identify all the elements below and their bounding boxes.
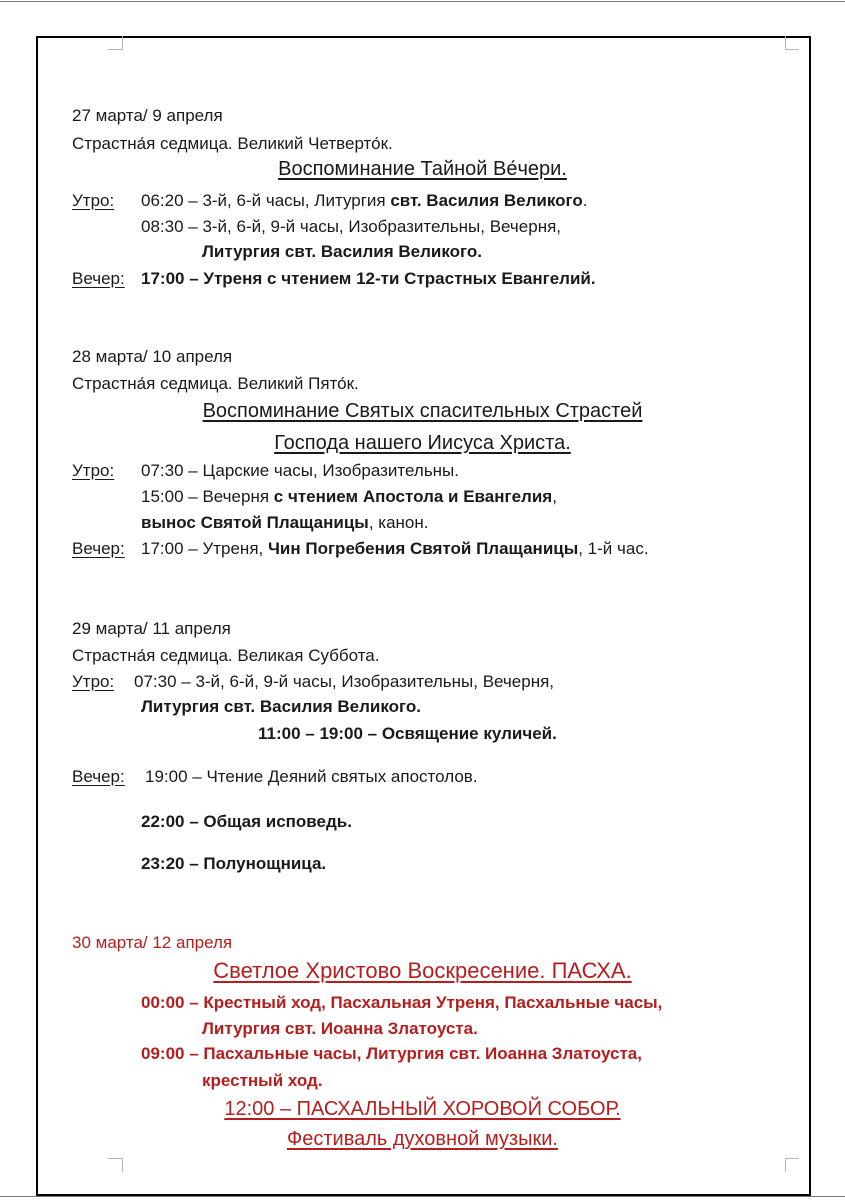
section-1-morning-line-2: 08:30 – 3-й, 6-й, 9-й часы, Изобразительны, Вечерня,	[141, 217, 562, 236]
section-1-date: 27 марта/ 9 апреля	[72, 106, 223, 125]
page-bottom-rule	[0, 1196, 845, 1197]
section-3-morning-label: Утро:	[72, 672, 115, 691]
crop-mark	[122, 36, 123, 50]
section-2-heading-1: Воспоминание Святых спасительных Страстей	[202, 400, 643, 422]
section-4-line-5: 12:00 – ПАСХАЛЬНЫЙ ХОРОВОЙ СОБОР.	[224, 1098, 621, 1120]
crop-mark	[785, 1158, 799, 1159]
section-3-evening-line-3: 23:20 – Полунощница.	[141, 854, 327, 873]
section-4-line-1: 00:00 – Крестный ход, Пасхальная Утреня, Пасхальные часы,	[141, 993, 663, 1012]
section-3-morning-line-3: 11:00 – 19:00 – Освящение куличей.	[258, 724, 557, 743]
section-4-line-2: Литургия свт. Иоанна Златоуста.	[202, 1019, 478, 1038]
section-2-heading-2: Господа нашего Иисуса Христа.	[274, 432, 571, 454]
section-3-evening-label: Вечер:	[72, 767, 125, 786]
section-2-evening-label: Вечер:	[72, 539, 125, 558]
section-4-line-6: Фестиваль духовной музыки.	[287, 1128, 558, 1150]
crop-mark	[122, 1158, 123, 1172]
crop-mark	[785, 36, 786, 50]
section-3-evening-line-1: 19:00 – Чтение Деяний святых апостолов.	[145, 767, 478, 786]
section-2-evening-line-1: 17:00 – Утреня, Чин Погребения Святой Плащаницы, 1-й час.	[141, 539, 649, 558]
section-4-line-4: крестный ход.	[202, 1071, 323, 1090]
crop-mark	[108, 1158, 122, 1159]
section-4-date: 30 марта/ 12 апреля	[72, 933, 233, 952]
page-top-rule	[0, 1, 845, 2]
section-2-morning-line-3: вынос Святой Плащаницы, канон.	[141, 513, 429, 532]
section-2-date: 28 марта/ 10 апреля	[72, 347, 233, 366]
section-2-morning-label: Утро:	[72, 461, 115, 480]
section-1-heading: Воспоминание Тайной Ве́чери.	[278, 158, 567, 180]
section-1-morning-label: Утро:	[72, 191, 115, 210]
section-3-date: 29 марта/ 11 апреля	[72, 619, 231, 638]
section-1-evening-label: Вечер:	[72, 269, 125, 288]
section-4-line-3: 09:00 – Пасхальные часы, Литургия свт. Иоанна Златоуста,	[141, 1044, 642, 1063]
crop-mark	[785, 49, 799, 50]
section-2-morning-line-2: 15:00 – Вечерня с чтением Апостола и Евангелия,	[141, 487, 557, 506]
section-1-morning-line-3: Литургия свт. Василия Великого.	[202, 242, 483, 261]
section-3-morning-line-1: 07:30 – 3-й, 6-й, 9-й часы, Изобразительны, Вечерня,	[134, 672, 555, 691]
section-3-evening-line-2: 22:00 – Общая исповедь.	[141, 812, 352, 831]
section-1-subtitle: Страстна́я седмица. Великий Четверто́к.	[72, 134, 393, 153]
section-2-morning-line-1: 07:30 – Царские часы, Изобразительны.	[141, 461, 460, 480]
section-1-evening-line-1: 17:00 – Утреня с чтением 12-ти Страстных Евангелий.	[141, 269, 596, 288]
section-2-subtitle: Страстна́я седмица. Великий Пято́к.	[72, 374, 359, 393]
section-3-subtitle: Страстна́я седмица. Великая Суббота.	[72, 646, 380, 665]
section-3-morning-line-2: Литургия свт. Василия Великого.	[141, 697, 422, 716]
crop-mark	[108, 49, 122, 50]
section-4-heading: Светлое Христово Воскресение. ПАСХА.	[213, 958, 632, 983]
section-1-morning-line-1: 06:20 – 3-й, 6-й часы, Литургия свт. Василия Великого.	[141, 191, 588, 210]
crop-mark	[785, 1158, 786, 1172]
